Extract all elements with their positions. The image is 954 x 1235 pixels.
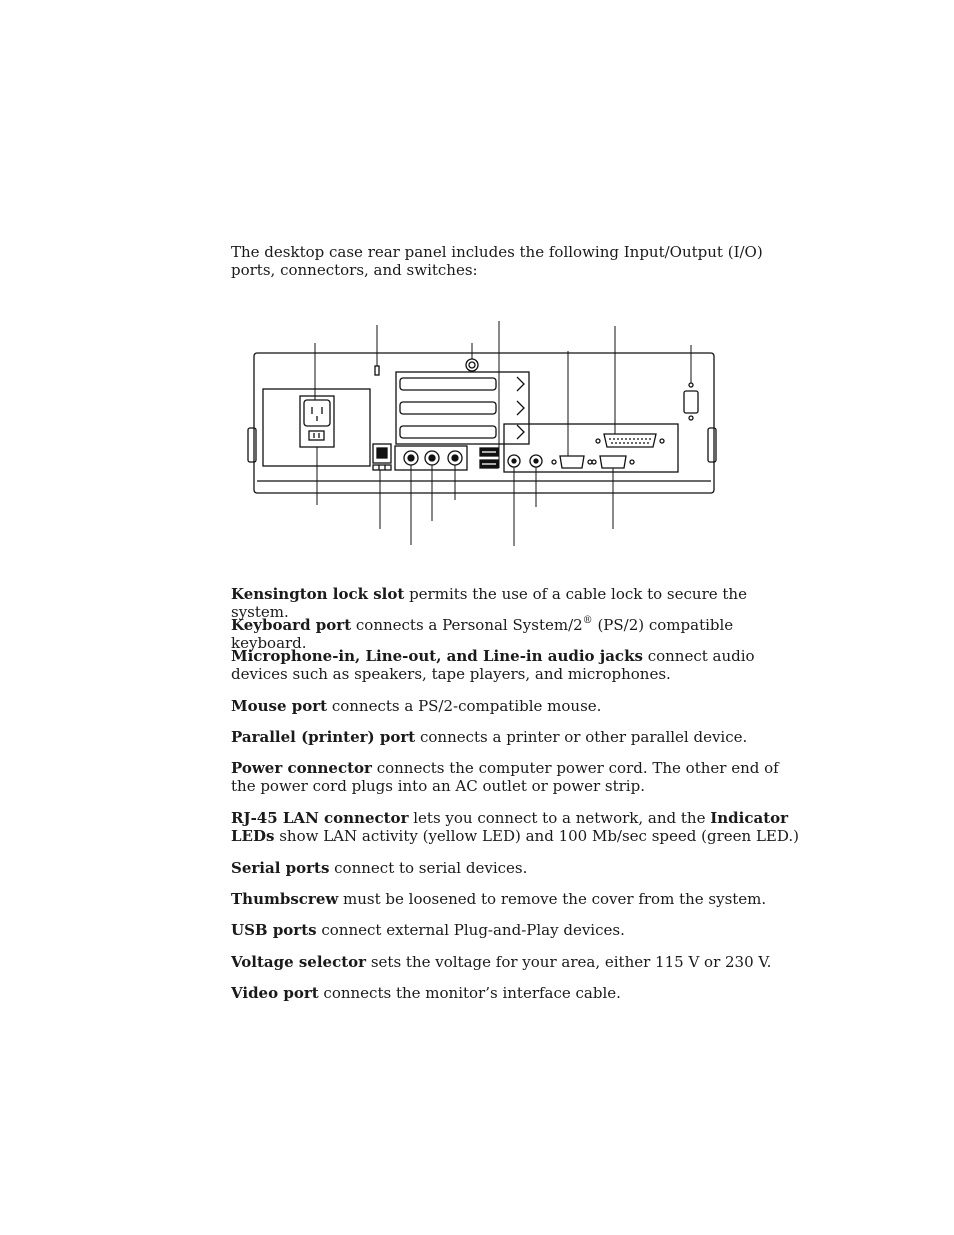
definition-power-connector: Power connector connects the computer power cord. The other end of the power cord plugs into an AC outlet or power strip. — [231, 759, 779, 795]
voltage-selector-icon — [309, 431, 324, 440]
definition-parallel-port: Parallel (printer) port connects a printer or other parallel device. — [231, 728, 748, 746]
rear-panel-diagram — [230, 318, 725, 550]
expansion-slots — [396, 372, 529, 444]
intro-paragraph: The desktop case rear panel includes the following Input/Output (I/O) ports, connectors, and switches: — [231, 243, 763, 279]
definition-usb-ports: USB ports connect external Plug-and-Play devices. — [231, 921, 625, 939]
definition-audio-jacks: Microphone-in, Line-out, and Line-in audio jacks connect audio devices such as speakers, tape players, and microphones. — [231, 647, 755, 683]
kensington-lock-slot-icon — [375, 366, 379, 375]
definition-list — [231, 585, 806, 1015]
definition-keyboard-port: Keyboard port connects a Personal System/2® (PS/2) compatible keyboard. — [231, 615, 734, 652]
definition-voltage-selector: Voltage selector sets the voltage for your area, either 115 V or 230 V. — [231, 953, 772, 971]
definition-thumbscrew: Thumbscrew must be loosened to remove the cover from the system. — [231, 890, 767, 908]
video-port-icon — [592, 456, 634, 468]
definition-video-port: Video port connects the monitor’s interface cable. — [231, 984, 621, 1002]
usb-ports-icon — [480, 448, 498, 468]
registered-mark: ® — [582, 615, 593, 626]
microphone-in-jack-icon — [404, 451, 418, 465]
io-panel — [504, 424, 678, 472]
definition-serial-ports: Serial ports connect to serial devices. — [231, 859, 528, 877]
thumbscrew-icon — [466, 359, 478, 371]
line-in-jack-icon — [448, 451, 462, 465]
definition-rj45-lan: RJ-45 LAN connector lets you connect to a network, and the Indicator LEDs show LAN activity (yellow LED) and 100 Mb/sec speed (green LED.) — [231, 809, 799, 845]
line-out-jack-icon — [425, 451, 439, 465]
mouse-port-icon — [508, 455, 520, 467]
parallel-port-icon — [596, 434, 664, 447]
definition-mouse-port: Mouse port connects a PS/2-compatible mouse. — [231, 697, 602, 715]
definition-kensington: Kensington lock slot permits the use of a cable lock to secure the system. — [231, 585, 747, 621]
second-serial-port-icon — [684, 383, 698, 420]
indicator-leds-icon — [373, 465, 391, 470]
keyboard-port-icon — [530, 455, 542, 467]
serial-port-icon — [552, 456, 592, 468]
rj45-lan-connector-icon — [373, 444, 391, 463]
